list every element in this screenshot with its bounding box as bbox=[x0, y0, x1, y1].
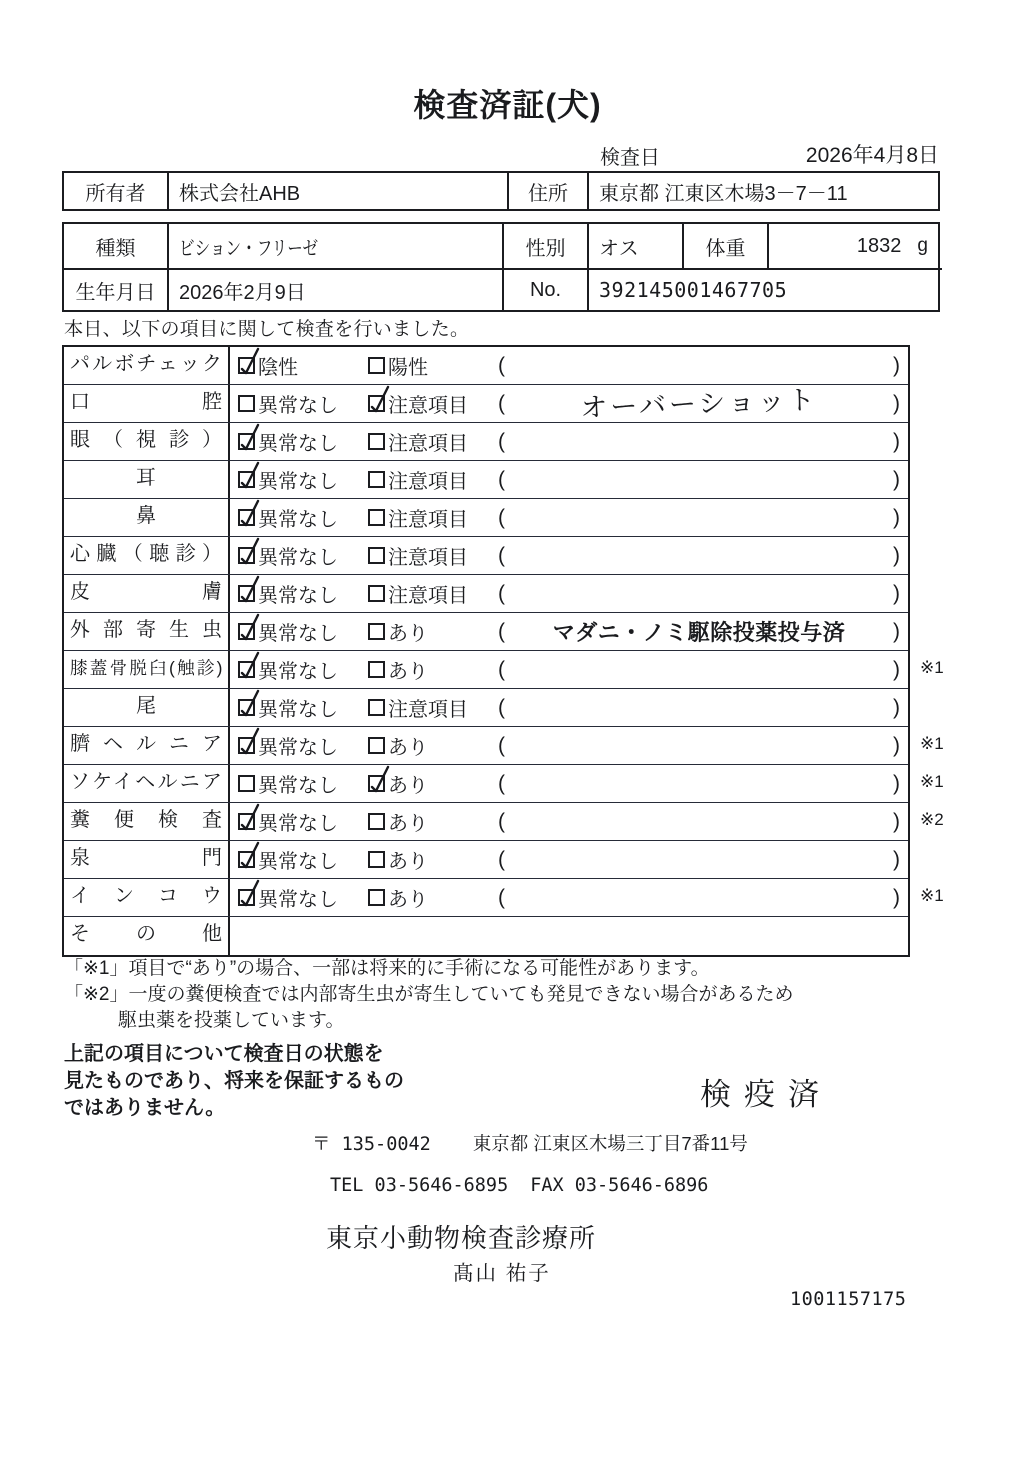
exam-option-label: 異常なし bbox=[258, 851, 338, 873]
exam-item-label: 臍ヘルニア bbox=[64, 727, 230, 764]
serial-number: 1001157175 bbox=[790, 1289, 907, 1310]
exam-result-parens bbox=[498, 613, 900, 650]
exam-row bbox=[64, 385, 908, 423]
paren-close: ) bbox=[893, 771, 900, 795]
exam-option-label: 異常なし bbox=[258, 775, 338, 797]
exam-result-parens bbox=[498, 727, 900, 764]
exam-option-label: 異常なし bbox=[258, 433, 338, 455]
footnote-marker: ※1 bbox=[920, 886, 944, 905]
disclaimer-line-1: 上記の項目について検査日の状態を bbox=[64, 1043, 384, 1065]
exam-option bbox=[368, 803, 428, 840]
owner-label: 所有者 bbox=[85, 182, 146, 205]
paren-close: ) bbox=[893, 581, 900, 605]
exam-row bbox=[64, 917, 908, 955]
exam-row bbox=[64, 613, 908, 651]
footnote-marker: ※1 bbox=[920, 734, 944, 753]
exam-option-label: あり bbox=[388, 737, 428, 759]
exam-item-label: 心臓（聴診） bbox=[64, 537, 230, 574]
exam-item-label: その他 bbox=[64, 917, 230, 955]
exam-option bbox=[238, 803, 338, 840]
exam-item-label: 膝蓋骨脱臼(触診) bbox=[64, 651, 230, 688]
exam-row bbox=[64, 803, 944, 841]
exam-item-label: 口腔 bbox=[64, 385, 230, 422]
address-label: 住所 bbox=[507, 173, 587, 209]
handwritten-check-icon bbox=[236, 420, 262, 454]
checkbox-checked-icon bbox=[238, 889, 255, 906]
owner-name: 株式会社AHB bbox=[167, 173, 507, 209]
exam-option-label: 注意項目 bbox=[388, 585, 468, 607]
exam-option bbox=[368, 499, 468, 536]
exam-row-content bbox=[230, 575, 908, 612]
handwritten-check-icon bbox=[366, 762, 392, 796]
exam-table bbox=[62, 345, 944, 957]
exam-option bbox=[238, 689, 338, 726]
exam-row-content bbox=[230, 841, 908, 878]
exam-option-label: あり bbox=[388, 661, 428, 683]
handwritten-check-icon bbox=[366, 382, 392, 416]
exam-result-parens bbox=[498, 499, 900, 536]
checkbox-unchecked-icon bbox=[368, 547, 385, 564]
checkbox-unchecked-icon bbox=[368, 623, 385, 640]
sex-value: オス bbox=[587, 224, 682, 268]
exam-option bbox=[238, 575, 338, 612]
paren-close: ) bbox=[893, 353, 900, 377]
checkbox-unchecked-icon bbox=[368, 357, 385, 374]
paren-open: ( bbox=[498, 847, 505, 871]
exam-option-label: あり bbox=[388, 775, 428, 797]
exam-option bbox=[238, 613, 338, 650]
checkbox-unchecked-icon bbox=[368, 509, 385, 526]
footnote-marker: ※1 bbox=[920, 772, 944, 791]
exam-option bbox=[238, 461, 338, 498]
exam-option-label: 異常なし bbox=[258, 585, 338, 607]
exam-option bbox=[238, 385, 338, 422]
footnotes bbox=[64, 956, 964, 1034]
exam-option bbox=[368, 537, 468, 574]
handwritten-check-icon bbox=[236, 724, 262, 758]
exam-item-label: 鼻 bbox=[64, 499, 230, 536]
handwritten-check-icon bbox=[236, 838, 262, 872]
breed-label: 種類 bbox=[95, 237, 136, 260]
weight-value: 1832 bbox=[856, 234, 902, 257]
exam-item-label: 外部寄生虫 bbox=[64, 613, 230, 650]
exam-item-label: パルボチェック bbox=[64, 347, 230, 384]
exam-option-label: あり bbox=[388, 813, 428, 835]
checkbox-unchecked-icon bbox=[238, 775, 255, 792]
exam-option bbox=[368, 423, 468, 460]
number-label: No. bbox=[502, 268, 587, 310]
exam-row bbox=[64, 537, 908, 575]
exam-option bbox=[238, 765, 338, 802]
exam-option-label: 異常なし bbox=[258, 889, 338, 911]
checkbox-checked-icon bbox=[238, 357, 255, 374]
exam-result-parens bbox=[498, 689, 900, 726]
birth-value: 2026年2月9日 bbox=[167, 268, 502, 310]
checkbox-unchecked-icon bbox=[368, 737, 385, 754]
footnote-1: 「※1」項目で“あり”の場合、一部は将来的に手術になる可能性があります。 bbox=[64, 958, 710, 979]
footnote-marker: ※1 bbox=[920, 658, 944, 677]
disclaimer-line-3: ではありません。 bbox=[64, 1097, 226, 1119]
paren-open: ( bbox=[498, 353, 505, 377]
exam-item-label: 糞便検査 bbox=[64, 803, 230, 840]
exam-option-label: 陽性 bbox=[388, 357, 428, 379]
exam-result-parens bbox=[498, 765, 900, 802]
handwritten-check-icon bbox=[236, 876, 262, 910]
exam-row-content bbox=[230, 651, 908, 688]
exam-row bbox=[64, 461, 908, 499]
exam-result-parens bbox=[498, 575, 900, 612]
exam-option bbox=[368, 689, 468, 726]
paren-close: ) bbox=[893, 695, 900, 719]
disclaimer-line-2: 見たものであり、将来を保証するもの bbox=[64, 1070, 404, 1092]
clinic-address: 東京都 江東区木場三丁目7番11号 bbox=[472, 1133, 748, 1154]
checkbox-unchecked-icon bbox=[368, 585, 385, 602]
exam-option-label: 異常なし bbox=[258, 547, 338, 569]
exam-option-label: 注意項目 bbox=[388, 395, 468, 417]
exam-result-parens bbox=[498, 803, 900, 840]
paren-close: ) bbox=[893, 467, 900, 491]
handwritten-check-icon bbox=[236, 458, 262, 492]
exam-result-parens bbox=[498, 841, 900, 878]
exam-item-label: 皮膚 bbox=[64, 575, 230, 612]
paren-open: ( bbox=[498, 695, 505, 719]
checkbox-checked-icon bbox=[238, 813, 255, 830]
exam-item-label: 耳 bbox=[64, 461, 230, 498]
exam-item-label: 眼（視診） bbox=[64, 423, 230, 460]
checkbox-unchecked-icon bbox=[368, 699, 385, 716]
page-title: 検査済証(犬) bbox=[413, 87, 602, 123]
exam-option-label: 異常なし bbox=[258, 471, 338, 493]
paren-open: ( bbox=[498, 809, 505, 833]
exam-item-label: インコウ bbox=[64, 879, 230, 916]
exam-row-content bbox=[230, 613, 908, 650]
clinic-tel: TEL 03-5646-6895 bbox=[330, 1175, 509, 1196]
exam-option bbox=[368, 613, 428, 650]
paren-close: ) bbox=[893, 619, 900, 643]
clinic-postal-row bbox=[312, 1130, 748, 1156]
exam-row bbox=[64, 689, 908, 727]
handwritten-result-text: オーバーショット bbox=[579, 384, 819, 425]
exam-option bbox=[238, 651, 338, 688]
exam-option bbox=[368, 347, 428, 384]
exam-option bbox=[368, 575, 468, 612]
exam-intro-text: 本日、以下の項目に関して検査を行いました。 bbox=[64, 319, 470, 340]
exam-option-label: 注意項目 bbox=[388, 509, 468, 531]
exam-option bbox=[368, 651, 428, 688]
handwritten-check-icon bbox=[236, 344, 262, 378]
exam-result-parens bbox=[498, 384, 900, 425]
exam-option bbox=[238, 347, 298, 384]
exam-row bbox=[64, 727, 944, 765]
exam-row bbox=[64, 499, 908, 537]
checkbox-checked-icon bbox=[238, 471, 255, 488]
pet-table bbox=[62, 222, 940, 312]
paren-close: ) bbox=[893, 505, 900, 529]
checkbox-checked-icon bbox=[238, 509, 255, 526]
breed-value bbox=[167, 224, 502, 268]
exam-option bbox=[368, 385, 468, 422]
exam-option bbox=[238, 727, 338, 764]
exam-result-parens bbox=[498, 537, 900, 574]
exam-option-label: 注意項目 bbox=[388, 433, 468, 455]
exam-option-label: 異常なし bbox=[258, 509, 338, 531]
exam-row-content bbox=[230, 727, 908, 764]
exam-row-content bbox=[230, 461, 908, 498]
checkbox-unchecked-icon bbox=[238, 395, 255, 412]
exam-item-label: ソケイヘルニア bbox=[64, 765, 230, 802]
handwritten-check-icon bbox=[236, 648, 262, 682]
exam-row-content bbox=[230, 537, 908, 574]
footnote-2: 「※2」一度の糞便検査では内部寄生虫が寄生していても発見できない場合があるため bbox=[64, 984, 794, 1005]
checkbox-checked-icon bbox=[368, 395, 385, 412]
exam-option-label: 注意項目 bbox=[388, 547, 468, 569]
checkbox-checked-icon bbox=[238, 547, 255, 564]
exam-option bbox=[368, 841, 428, 878]
clinic-postal-code: 〒 135-0042 bbox=[312, 1134, 431, 1155]
handwritten-check-icon bbox=[236, 496, 262, 530]
checkbox-unchecked-icon bbox=[368, 851, 385, 868]
inspection-date-label: 検査日 bbox=[600, 147, 660, 169]
exam-row-content bbox=[230, 384, 908, 425]
exam-option-label: 異常なし bbox=[258, 661, 338, 683]
checkbox-unchecked-icon bbox=[368, 661, 385, 678]
exam-result-parens bbox=[498, 879, 900, 916]
weight-value-cell bbox=[767, 224, 942, 268]
checkbox-unchecked-icon bbox=[368, 471, 385, 488]
exam-row bbox=[64, 879, 944, 917]
exam-option-label: 異常なし bbox=[258, 623, 338, 645]
exam-option-label: 異常なし bbox=[258, 699, 338, 721]
clinic-name: 東京小動物検査診療所 bbox=[326, 1223, 597, 1253]
checkbox-checked-icon bbox=[238, 737, 255, 754]
exam-option bbox=[368, 879, 428, 916]
paren-open: ( bbox=[498, 429, 505, 453]
exam-option-label: あり bbox=[388, 851, 428, 873]
exam-item-label: 泉門 bbox=[64, 841, 230, 878]
paren-open: ( bbox=[498, 467, 505, 491]
owner-table bbox=[62, 171, 940, 211]
exam-row bbox=[64, 841, 908, 879]
exam-row bbox=[64, 423, 908, 461]
exam-row-content bbox=[230, 499, 908, 536]
checkbox-checked-icon bbox=[238, 623, 255, 640]
clinic-tel-row bbox=[330, 1175, 708, 1196]
handwritten-check-icon bbox=[236, 686, 262, 720]
exam-option bbox=[238, 537, 338, 574]
exam-item-label: 尾 bbox=[64, 689, 230, 726]
exam-option-label: 注意項目 bbox=[388, 471, 468, 493]
handwritten-check-icon bbox=[236, 534, 262, 568]
paren-open: ( bbox=[498, 581, 505, 605]
exam-option-label: あり bbox=[388, 623, 428, 645]
paren-close: ) bbox=[893, 657, 900, 681]
quarantine-stamp: 検疫済 bbox=[700, 1077, 832, 1112]
exam-result-parens bbox=[498, 423, 900, 460]
checkbox-checked-icon bbox=[238, 699, 255, 716]
paren-close: ) bbox=[893, 733, 900, 757]
exam-row-content bbox=[230, 879, 908, 916]
handwritten-check-icon bbox=[236, 800, 262, 834]
exam-option-label: 異常なし bbox=[258, 813, 338, 835]
exam-option-label: 異常なし bbox=[258, 395, 338, 417]
exam-row bbox=[64, 765, 944, 803]
exam-option-label: 陰性 bbox=[258, 357, 298, 379]
checkbox-checked-icon bbox=[238, 585, 255, 602]
exam-row-content bbox=[230, 689, 908, 726]
paren-open: ( bbox=[498, 885, 505, 909]
exam-option bbox=[368, 461, 468, 498]
paren-open: ( bbox=[498, 619, 505, 643]
owner-address: 東京都 江東区木場3－7－11 bbox=[587, 173, 942, 209]
handwritten-check-icon bbox=[236, 610, 262, 644]
exam-result-text: マダニ・ノミ駆除投薬投与済 bbox=[552, 620, 846, 645]
exam-row-content bbox=[230, 423, 908, 460]
birth-label: 生年月日 bbox=[64, 268, 167, 310]
exam-option-label: 注意項目 bbox=[388, 699, 468, 721]
exam-result-parens bbox=[498, 651, 900, 688]
paren-open: ( bbox=[498, 733, 505, 757]
paren-close: ) bbox=[893, 809, 900, 833]
footnote-marker: ※2 bbox=[920, 810, 944, 829]
exam-option bbox=[238, 499, 338, 536]
footnote-2-continued: 駆虫薬を投薬しています。 bbox=[118, 1010, 345, 1031]
paren-close: ) bbox=[893, 391, 900, 415]
examiner-name: 髙山 祐子 bbox=[453, 1262, 551, 1285]
exam-option bbox=[368, 765, 428, 802]
number-value: 392145001467705 bbox=[587, 268, 942, 310]
weight-label: 体重 bbox=[682, 224, 767, 268]
checkbox-unchecked-icon bbox=[368, 889, 385, 906]
exam-row-content bbox=[230, 765, 908, 802]
exam-option-label: あり bbox=[388, 889, 428, 911]
checkbox-checked-icon bbox=[238, 851, 255, 868]
checkbox-unchecked-icon bbox=[368, 433, 385, 450]
exam-result-parens bbox=[498, 461, 900, 498]
paren-open: ( bbox=[498, 505, 505, 529]
checkbox-checked-icon bbox=[238, 433, 255, 450]
weight-unit: g bbox=[917, 235, 928, 256]
paren-close: ) bbox=[893, 543, 900, 567]
paren-open: ( bbox=[498, 657, 505, 681]
exam-option-label: 異常なし bbox=[258, 737, 338, 759]
checkbox-unchecked-icon bbox=[368, 813, 385, 830]
exam-row bbox=[64, 575, 908, 613]
exam-option bbox=[238, 879, 338, 916]
exam-option bbox=[238, 841, 338, 878]
clinic-fax: FAX 03-5646-6896 bbox=[530, 1175, 709, 1196]
exam-row bbox=[64, 651, 944, 689]
paren-open: ( bbox=[498, 391, 505, 415]
sex-label: 性別 bbox=[502, 224, 587, 268]
checkbox-checked-icon bbox=[368, 775, 385, 792]
paren-close: ) bbox=[893, 885, 900, 909]
exam-row-content bbox=[230, 803, 908, 840]
exam-option bbox=[368, 727, 428, 764]
handwritten-check-icon bbox=[236, 572, 262, 606]
paren-close: ) bbox=[893, 429, 900, 453]
checkbox-checked-icon bbox=[238, 661, 255, 678]
paren-open: ( bbox=[498, 543, 505, 567]
paren-open: ( bbox=[498, 771, 505, 795]
exam-row-content bbox=[230, 917, 908, 955]
inspection-date-value: 2026年4月8日 bbox=[805, 144, 939, 167]
exam-option bbox=[238, 423, 338, 460]
disclaimer bbox=[64, 1041, 404, 1122]
breed-text: ビション・フリーゼ bbox=[179, 237, 319, 260]
paren-close: ) bbox=[893, 847, 900, 871]
